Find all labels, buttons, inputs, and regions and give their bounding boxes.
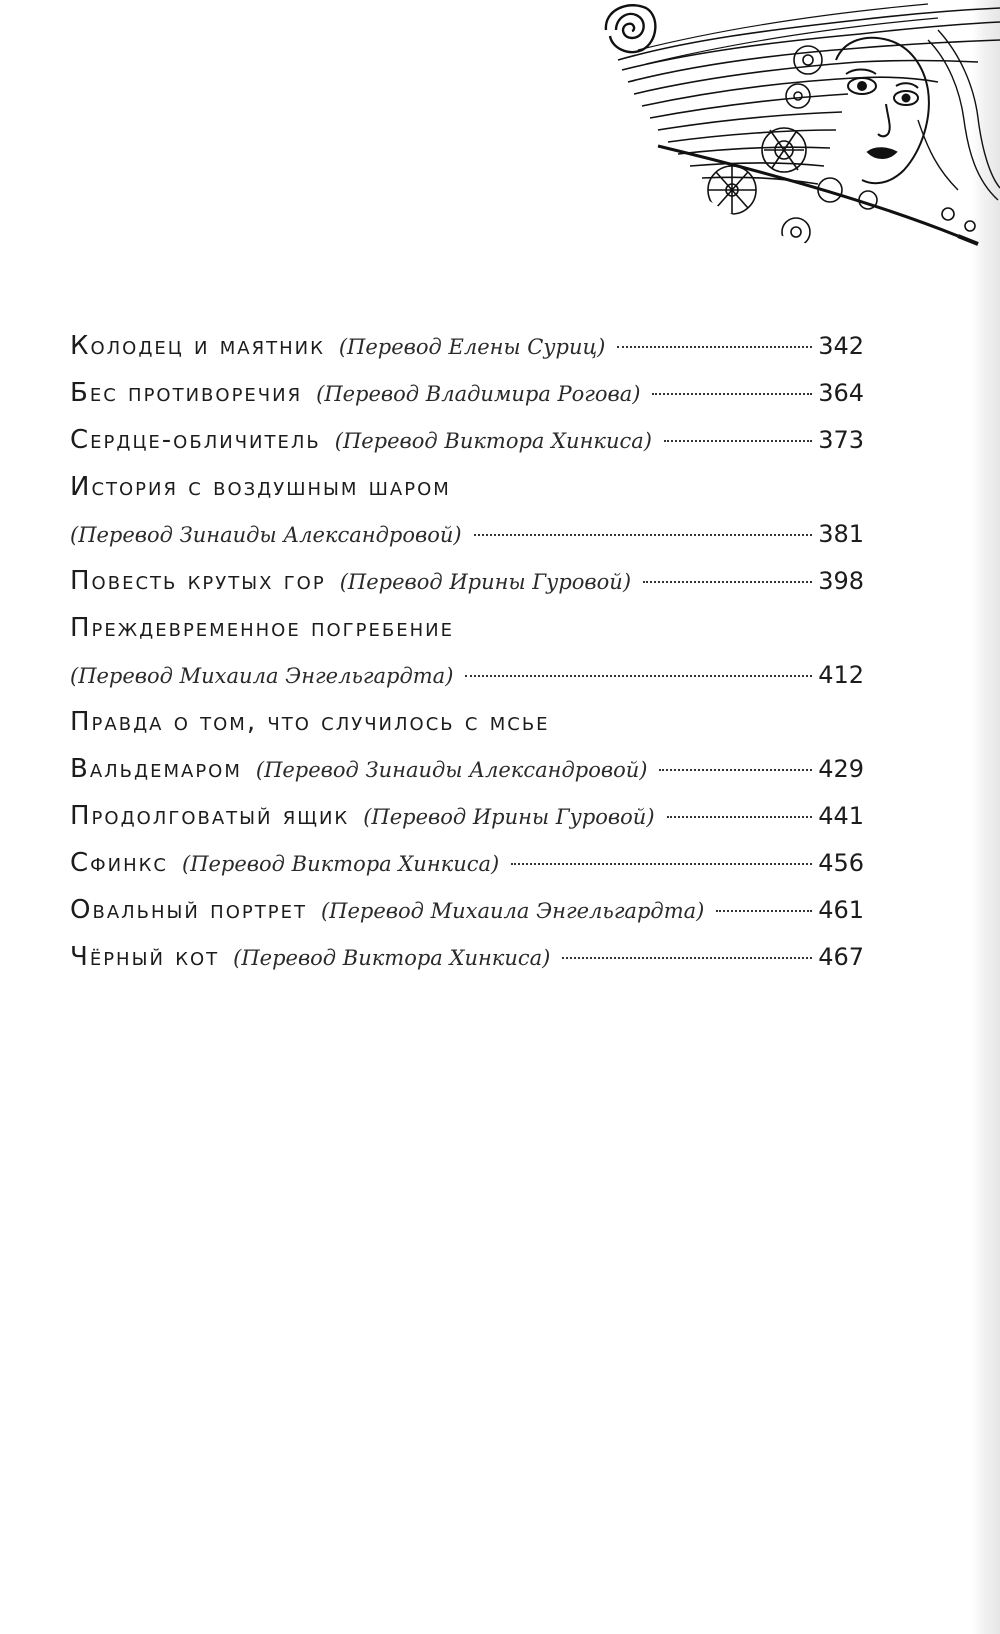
- toc-entry-page: 467: [818, 943, 864, 971]
- toc-entry-page: 412: [818, 661, 864, 689]
- toc-entry-translator: (Перевод Елены Суриц): [338, 335, 606, 359]
- toc-entry-page: 398: [818, 567, 864, 595]
- toc-entry-page: 441: [818, 802, 864, 830]
- toc-entry-title: История с воздушным шаром: [70, 472, 451, 502]
- hair-strands: [618, 4, 1000, 184]
- face: [836, 38, 929, 183]
- toc-entry-page: 456: [818, 849, 864, 877]
- toc-entry-title: Овальный портрет: [70, 895, 307, 925]
- toc-entry[interactable]: [70, 370, 864, 417]
- toc-entry-translator: (Перевод Виктора Хинкиса): [182, 852, 500, 876]
- toc-entry[interactable]: [70, 699, 864, 793]
- dot-leader: [617, 346, 812, 348]
- toc-entry-title: Сфинкс: [70, 848, 168, 878]
- toc-entry-translator: (Перевод Зинаиды Александровой): [70, 523, 462, 547]
- toc-entry-page: 381: [818, 520, 864, 548]
- toc-entry-title: Колодец и маятник: [70, 331, 325, 361]
- toc-entry[interactable]: [70, 558, 864, 605]
- toc-entry-title: Преждевременное погребение: [70, 613, 454, 643]
- dot-leader: [664, 440, 812, 442]
- toc-entry[interactable]: [70, 417, 864, 464]
- toc-entry-translator: (Перевод Михаила Энгельгардта): [70, 664, 454, 688]
- toc-entry-title: Продолговатый ящик: [70, 801, 350, 831]
- toc-entry-title: Бес противоречия: [70, 378, 303, 408]
- toc-entry-page: 373: [818, 426, 864, 454]
- toc-entry-translator: (Перевод Михаила Энгельгардта): [320, 899, 705, 923]
- toc-entry-translator: (Перевод Ирины Гуровой): [363, 805, 655, 829]
- dot-leader: [659, 769, 812, 771]
- toc-entry-translator: (Перевод Виктора Хинкиса): [233, 946, 551, 970]
- toc-entry-page: 364: [818, 379, 864, 407]
- table-of-contents: [70, 323, 864, 981]
- toc-entry-translator: (Перевод Виктора Хинкиса): [334, 429, 652, 453]
- toc-entry[interactable]: [70, 840, 864, 887]
- toc-entry-translator: (Перевод Зинаиды Александровой): [255, 758, 648, 782]
- toc-entry-title: Правда о том, что случилось с мсье: [70, 707, 550, 737]
- toc-entry[interactable]: [70, 605, 864, 699]
- hair-right: [918, 30, 1000, 200]
- toc-entry-title: Повесть крутых гор: [70, 566, 326, 596]
- dot-leader: [465, 675, 812, 677]
- dot-leader: [643, 581, 812, 583]
- spiral-ornament: [606, 5, 655, 52]
- toc-entry[interactable]: [70, 464, 864, 558]
- dot-leader: [667, 816, 812, 818]
- toc-entry-translator: (Перевод Ирины Гуровой): [339, 570, 632, 594]
- toc-entry[interactable]: [70, 323, 864, 370]
- toc-entry-page: 342: [818, 332, 864, 360]
- toc-entry[interactable]: [70, 934, 864, 981]
- toc-entry-title-continued: Вальдемаром: [70, 754, 242, 784]
- dot-leader: [474, 534, 812, 536]
- toc-entry-title: Чёрный кот: [70, 942, 220, 972]
- dot-leader: [716, 910, 812, 912]
- toc-entry[interactable]: [70, 793, 864, 840]
- pen-line: [658, 146, 978, 244]
- toc-entry-translator: (Перевод Владимира Рогова): [316, 382, 641, 406]
- woman-portrait-illustration: [598, 0, 1000, 262]
- toc-entry[interactable]: [70, 887, 864, 934]
- dot-leader: [562, 957, 812, 959]
- toc-entry-title: Сердце-обличитель: [70, 425, 321, 455]
- toc-entry-page: 429: [818, 755, 864, 783]
- toc-entry-page: 461: [818, 896, 864, 924]
- dot-leader: [652, 393, 812, 395]
- dot-leader: [511, 863, 812, 865]
